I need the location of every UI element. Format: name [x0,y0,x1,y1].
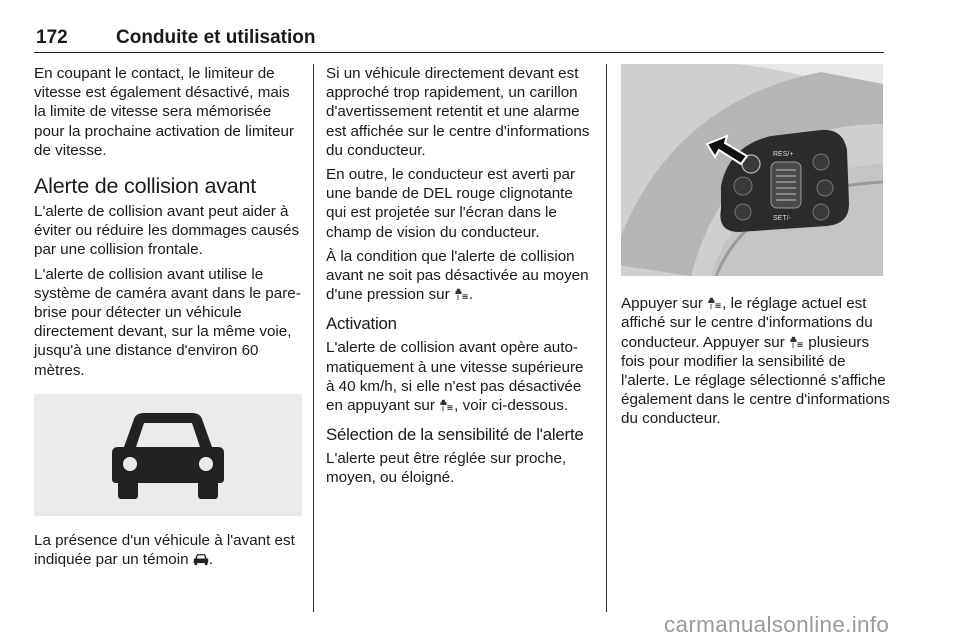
steering-wheel-figure [621,64,883,276]
column-divider [313,64,314,612]
section-heading: Alerte de collision avant [34,174,257,199]
car-front-icon [106,409,230,501]
following-distance-icon [454,287,469,301]
paragraph: Appuyer sur , le réglage actuel est affiché sur le centre d'informations du conducteur. Appuyer sur plusieurs fois pour modifier la sensibilité de l'alerte. Le réglage sélectionné s'affiche également dans le centre d'informations du conducteur. [621,295,890,428]
paragraph: L'alerte de collision avant utilise le système de caméra avant dans le pare-brise pour détecter un véhicule directement devant, sur la même voie, jusqu'à une distance d'environ 60 mètres. [34,265,301,379]
column-2 [326,64,596,493]
following-distance-icon [439,398,454,412]
page-number: 172 [36,27,68,48]
page-header [34,26,884,53]
paragraph: En outre, le conducteur est averti par une bande de DEL rouge clignotante qui est projetée sur l'écran dans le champ de vision du conducteur. [326,166,576,241]
following-distance-icon [789,335,804,349]
paragraph: L'alerte de collision avant peut aider à éviter ou réduire les dommages causés par une collision frontale. [34,203,300,259]
res-label: RES/+ [773,151,794,158]
column-3 [621,64,891,434]
car-front-icon [193,553,209,566]
paragraph: En coupant le contact, le limiteur de vitesse est également désactivé, mais la limite de vitesse sera mémorisée pour la prochaine activation de limiteur de vitesse. [34,65,295,159]
section-heading: Sélection de la sensibilité de l'alerte [326,425,584,445]
paragraph: L'alerte peut être réglée sur proche, moyen, ou éloigné. [326,450,567,487]
paragraph: La présence d'un véhicule à l'avant est indiquée par un témoin . [34,531,295,569]
watermark: carmanualsonline.info [664,612,890,637]
paragraph: L'alerte de collision avant opère automatiquement à une vitesse supérieure à 40 km/h, si elle n'est pas désactivée en appuyant sur , voir ci-dessous. [326,339,584,415]
section-heading: Activation [326,314,397,334]
set-label: SET/- [773,215,791,222]
paragraph: À la condition que l'alerte de collision avant ne soit pas désactivée au moyen d'une pression sur . [326,247,589,304]
car-indicator-figure [34,394,302,516]
paragraph: Si un véhicule directement devant est approché trop rapidement, un carillon d'avertissement retentit et une alarme est affichée sur le centre d'informations du conducteur. [326,65,590,159]
column-divider [606,64,607,612]
following-distance-icon [707,296,722,310]
column-1 [34,64,302,574]
chapter-title: Conduite et utilisation [116,27,316,48]
